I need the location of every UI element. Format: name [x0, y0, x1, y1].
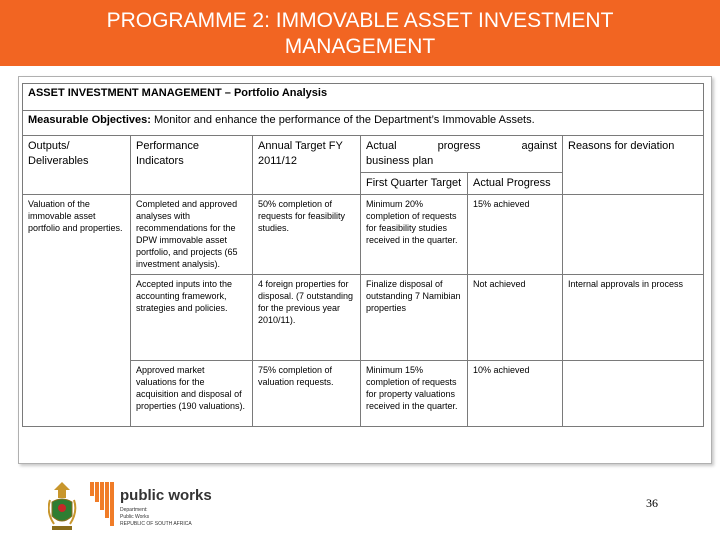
logo-bar-5-icon — [110, 482, 114, 526]
table-row — [23, 195, 704, 275]
slide-title-line-2: MANAGEMENT — [284, 35, 436, 58]
public-works-logo — [48, 478, 248, 536]
actual-progress-cell: 15% achieved — [468, 195, 563, 275]
col-header-progress-word-1: Actual — [366, 140, 397, 152]
annual-target-cell: 50% completion of requests for feasibility studies. — [253, 195, 361, 275]
first-quarter-cell: Minimum 20% completion of requests for feasibility studies received in the quarter. — [361, 195, 468, 275]
col-header-reasons: Reasons for deviation — [563, 136, 704, 195]
logo-sub-2: Public Works — [120, 514, 150, 520]
indicator-cell: Approved market valuations for the acquisition and disposal of properties (190 valuations). — [131, 361, 253, 427]
reason-cell — [563, 361, 704, 427]
coat-of-arms-icon — [48, 478, 248, 536]
reason-cell — [563, 195, 704, 275]
annual-target-cell: 4 foreign properties for disposal. (7 outstanding for the previous year 2010/11). — [253, 275, 361, 361]
page-number: 36 — [646, 496, 658, 510]
first-quarter-cell: Finalize disposal of outstanding 7 Namibian properties — [361, 275, 468, 361]
slide-title-line-1: PROGRAMME 2: IMMOVABLE ASSET INVESTMENT — [106, 9, 614, 32]
indicator-cell: Accepted inputs into the accounting framework, strategies and policies. — [131, 275, 253, 361]
indicator-cell: Completed and approved analyses with recommendations for the DPW immovable asset portfolio, and projects (65 investment analysis). — [131, 195, 253, 275]
table-heading: ASSET INVESTMENT MANAGEMENT – Portfolio Analysis — [23, 84, 704, 111]
actual-progress-cell: 10% achieved — [468, 361, 563, 427]
measurable-objectives — [23, 111, 704, 136]
logo-bar-3-icon — [100, 482, 104, 510]
logo-bar-2-icon — [95, 482, 99, 502]
col-header-progress-line-2: business plan — [366, 155, 434, 167]
col-header-progress-word-2: progress — [437, 140, 481, 152]
col-header-progress-word-3: against — [521, 140, 557, 152]
logo-bar-1-icon — [90, 482, 94, 496]
col-header-outputs: Outputs/ Deliverables — [23, 136, 131, 195]
col-header-actual-progress — [361, 136, 563, 173]
annual-target-cell: 75% completion of valuation requests. — [253, 361, 361, 427]
logo-bar-4-icon — [105, 482, 109, 518]
logo-sub-1: Department: — [120, 507, 148, 513]
portfolio-analysis-table — [22, 83, 704, 427]
reason-cell: Internal approvals in process — [563, 275, 704, 361]
deliverable-cell: Valuation of the immovable asset portfolio and properties. — [23, 195, 131, 427]
logo-sub-3: REPUBLIC OF SOUTH AFRICA — [120, 521, 192, 527]
objective-text: Monitor and enhance the performance of the Department’s Immovable Assets. — [150, 114, 535, 126]
sub-header-first-quarter: First Quarter Target — [361, 173, 468, 195]
actual-progress-cell: Not achieved — [468, 275, 563, 361]
objective-label: Measurable Objectives: — [28, 114, 151, 126]
col-header-indicators: Performance Indicators — [131, 136, 253, 195]
sub-header-actual-progress: Actual Progress — [468, 173, 563, 195]
slide-title — [0, 0, 720, 66]
logo-brand-text: public works — [120, 487, 212, 504]
first-quarter-cell: Minimum 15% completion of requests for property valuations received in the quarter. — [361, 361, 468, 427]
col-header-annual-target: Annual Target FY 2011/12 — [253, 136, 361, 195]
